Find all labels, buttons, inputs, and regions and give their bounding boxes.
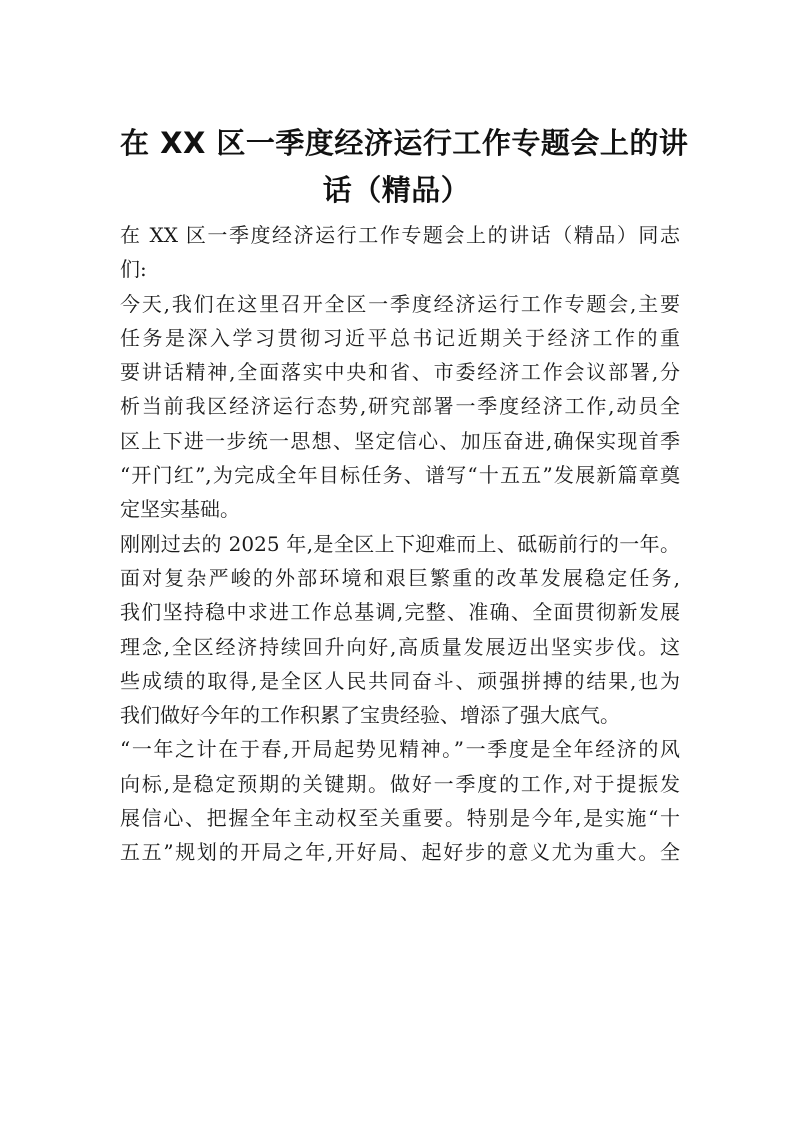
body-line: 任务是深入学习贯彻习近平总书记近期关于经济工作的重 (120, 325, 680, 350)
body-line: 面对复杂严峻的外部环境和艰巨繁重的改革发展稳定任务, (120, 565, 680, 590)
body-line: 五五”规划的开局之年,开好局、起好步的意义尤为重大。全 (120, 840, 680, 865)
body-line: 向标,是稳定预期的关键期。做好一季度的工作,对于提振发 (120, 771, 680, 796)
body-line: 区上下进一步统一思想、坚定信心、加压奋进,确保实现首季 (120, 428, 680, 453)
body-line: 些成绩的取得,是全区人民共同奋斗、顽强拼搏的结果,也为 (120, 668, 680, 693)
body-line: 理念,全区经济持续回升向好,高质量发展迈出坚实步伐。这 (120, 634, 680, 659)
title-line-1: 在 XX 区一季度经济运行工作专题会上的讲 (120, 126, 689, 160)
body-line: 析当前我区经济运行态势,研究部署一季度经济工作,动员全 (120, 394, 680, 419)
document-body (120, 218, 680, 870)
body-line: 要讲话精神,全面落实中央和省、市委经济工作会议部署,分 (120, 360, 680, 385)
body-line: 我们做好今年的工作积累了宝贵经验、增添了强大底气。 (120, 703, 620, 728)
title-line-2: 话（精品） (322, 173, 471, 207)
body-line: 我们坚持稳中求进工作总基调,完整、准确、全面贯彻新发展 (120, 600, 680, 625)
body-line: 展信心、把握全年主动权至关重要。特别是今年,是实施“十 (120, 806, 680, 831)
body-line: 刚刚过去的 2025 年,是全区上下迎难而上、砥砺前行的一年。 (120, 531, 680, 556)
document-title (120, 120, 689, 214)
body-line: 今天,我们在这里召开全区一季度经济运行工作专题会,主要 (120, 291, 680, 316)
body-line: “一年之计在于春,开局起势见精神。”一季度是全年经济的风 (120, 737, 680, 762)
body-line: “开门红”,为完成全年目标任务、谱写“十五五”发展新篇章奠 (120, 463, 680, 488)
body-line: 们: (120, 257, 147, 282)
body-line: 在 XX 区一季度经济运行工作专题会上的讲话（精品）同志 (120, 223, 680, 247)
body-line: 定坚实基础。 (120, 497, 240, 522)
